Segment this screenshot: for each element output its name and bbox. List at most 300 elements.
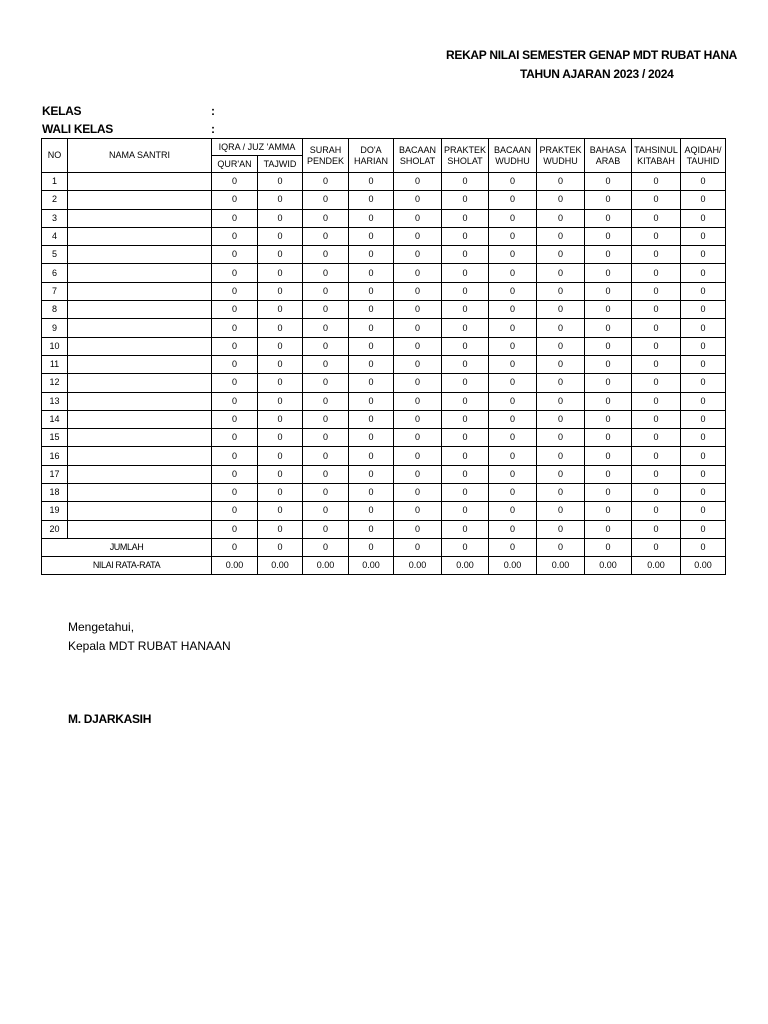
header-tajwid: TAJWID: [258, 156, 303, 173]
student-name-cell: [68, 301, 212, 319]
score-cell: 0: [212, 410, 258, 428]
score-cell: 0: [632, 319, 681, 337]
score-cell: 0: [632, 301, 681, 319]
jumlah-cell: 0: [489, 538, 537, 556]
row-number: 5: [42, 246, 68, 264]
row-number: 20: [42, 520, 68, 538]
score-cell: 0: [681, 429, 726, 447]
score-cell: 0: [394, 173, 442, 191]
score-cell: 0: [442, 374, 489, 392]
row-number: 11: [42, 355, 68, 373]
score-cell: 0: [681, 282, 726, 300]
score-cell: 0: [303, 465, 349, 483]
score-cell: 0: [537, 502, 585, 520]
score-cell: 0: [489, 246, 537, 264]
score-cell: 0: [349, 301, 394, 319]
score-cell: 0: [394, 447, 442, 465]
student-row: [42, 227, 726, 245]
score-cell: 0: [258, 520, 303, 538]
row-number: 17: [42, 465, 68, 483]
score-cell: 0: [632, 484, 681, 502]
rata-cell: 0.00: [258, 556, 303, 574]
score-cell: 0: [212, 227, 258, 245]
jumlah-cell: 0: [394, 538, 442, 556]
score-cell: 0: [258, 447, 303, 465]
score-cell: 0: [537, 191, 585, 209]
score-cell: 0: [303, 374, 349, 392]
wali-kelas-colon: :: [211, 122, 215, 136]
score-cell: 0: [489, 392, 537, 410]
jumlah-cell: 0: [632, 538, 681, 556]
score-cell: 0: [258, 465, 303, 483]
signature-mengetahui: Mengetahui,: [68, 620, 135, 634]
score-cell: 0: [489, 502, 537, 520]
row-number: 19: [42, 502, 68, 520]
row-number: 18: [42, 484, 68, 502]
score-cell: 0: [681, 374, 726, 392]
score-cell: 0: [681, 465, 726, 483]
score-cell: 0: [394, 209, 442, 227]
score-cell: 0: [537, 374, 585, 392]
row-number: 6: [42, 264, 68, 282]
score-cell: 0: [585, 410, 632, 428]
score-cell: 0: [585, 319, 632, 337]
score-cell: 0: [303, 447, 349, 465]
score-cell: 0: [303, 173, 349, 191]
score-cell: 0: [632, 429, 681, 447]
score-cell: 0: [394, 191, 442, 209]
score-cell: 0: [585, 301, 632, 319]
score-cell: 0: [681, 355, 726, 373]
score-cell: 0: [442, 301, 489, 319]
score-cell: 0: [258, 502, 303, 520]
score-cell: 0: [442, 227, 489, 245]
score-cell: 0: [489, 429, 537, 447]
score-cell: 0: [394, 301, 442, 319]
score-cell: 0: [349, 465, 394, 483]
score-cell: 0: [537, 447, 585, 465]
score-cell: 0: [442, 319, 489, 337]
student-name-cell: [68, 319, 212, 337]
student-name-cell: [68, 282, 212, 300]
score-cell: 0: [489, 410, 537, 428]
score-cell: 0: [212, 191, 258, 209]
score-cell: 0: [442, 465, 489, 483]
score-cell: 0: [394, 355, 442, 373]
student-name-cell: [68, 264, 212, 282]
student-name-cell: [68, 337, 212, 355]
score-cell: 0: [585, 355, 632, 373]
row-number: 9: [42, 319, 68, 337]
header-subject: AQIDAH/ TAUHID: [681, 139, 726, 173]
score-cell: 0: [442, 191, 489, 209]
rata-cell: 0.00: [489, 556, 537, 574]
header-subject: DO'A HARIAN: [349, 139, 394, 173]
score-cell: 0: [442, 282, 489, 300]
row-number: 4: [42, 227, 68, 245]
row-number: 13: [42, 392, 68, 410]
score-cell: 0: [212, 301, 258, 319]
jumlah-cell: 0: [303, 538, 349, 556]
score-cell: 0: [394, 319, 442, 337]
score-cell: 0: [585, 465, 632, 483]
student-row: [42, 355, 726, 373]
nilai-rata-rata-row: [42, 556, 726, 574]
student-row: [42, 246, 726, 264]
header-subject: TAHSINUL KITABAH: [632, 139, 681, 173]
score-cell: 0: [537, 173, 585, 191]
score-cell: 0: [349, 173, 394, 191]
score-cell: 0: [632, 246, 681, 264]
score-cell: 0: [442, 520, 489, 538]
student-name-cell: [68, 209, 212, 227]
rata-cell: 0.00: [442, 556, 489, 574]
score-cell: 0: [442, 392, 489, 410]
score-cell: 0: [394, 520, 442, 538]
nilai-rata-rata-label: NILAI RATA-RATA: [42, 556, 212, 574]
rata-cell: 0.00: [537, 556, 585, 574]
score-cell: 0: [537, 355, 585, 373]
score-cell: 0: [489, 484, 537, 502]
rata-cell: 0.00: [585, 556, 632, 574]
header-subject: PRAKTEK WUDHU: [537, 139, 585, 173]
score-cell: 0: [258, 429, 303, 447]
student-row: [42, 502, 726, 520]
score-cell: 0: [585, 227, 632, 245]
jumlah-label: JUMLAH: [42, 538, 212, 556]
student-row: [42, 465, 726, 483]
student-row: [42, 520, 726, 538]
score-cell: 0: [442, 209, 489, 227]
score-cell: 0: [212, 484, 258, 502]
student-row: [42, 392, 726, 410]
score-cell: 0: [212, 246, 258, 264]
student-name-cell: [68, 429, 212, 447]
score-cell: 0: [537, 410, 585, 428]
student-name-cell: [68, 246, 212, 264]
row-number: 7: [42, 282, 68, 300]
score-cell: 0: [681, 520, 726, 538]
student-name-cell: [68, 502, 212, 520]
score-cell: 0: [632, 502, 681, 520]
score-cell: 0: [349, 429, 394, 447]
score-cell: 0: [632, 410, 681, 428]
score-cell: 0: [258, 484, 303, 502]
jumlah-cell: 0: [258, 538, 303, 556]
score-cell: 0: [349, 502, 394, 520]
score-cell: 0: [537, 227, 585, 245]
score-cell: 0: [442, 173, 489, 191]
score-cell: 0: [258, 282, 303, 300]
score-cell: 0: [303, 484, 349, 502]
student-row: [42, 301, 726, 319]
score-cell: 0: [394, 227, 442, 245]
score-cell: 0: [537, 520, 585, 538]
score-cell: 0: [212, 355, 258, 373]
student-name-cell: [68, 355, 212, 373]
score-cell: 0: [349, 246, 394, 264]
score-cell: 0: [632, 465, 681, 483]
score-cell: 0: [681, 447, 726, 465]
row-number: 12: [42, 374, 68, 392]
score-cell: 0: [632, 374, 681, 392]
score-cell: 0: [585, 502, 632, 520]
score-cell: 0: [632, 520, 681, 538]
grade-table: [41, 138, 726, 575]
score-cell: 0: [442, 447, 489, 465]
score-cell: 0: [632, 392, 681, 410]
score-cell: 0: [303, 355, 349, 373]
score-cell: 0: [349, 355, 394, 373]
score-cell: 0: [585, 520, 632, 538]
score-cell: 0: [681, 502, 726, 520]
score-cell: 0: [394, 429, 442, 447]
score-cell: 0: [349, 209, 394, 227]
score-cell: 0: [632, 282, 681, 300]
score-cell: 0: [394, 465, 442, 483]
student-name-cell: [68, 465, 212, 483]
score-cell: 0: [537, 429, 585, 447]
student-name-cell: [68, 392, 212, 410]
student-row: [42, 337, 726, 355]
row-number: 14: [42, 410, 68, 428]
jumlah-cell: 0: [537, 538, 585, 556]
document-subtitle: TAHUN AJARAN 2023 / 2024: [520, 67, 674, 81]
jumlah-row: [42, 538, 726, 556]
student-name-cell: [68, 447, 212, 465]
score-cell: 0: [349, 282, 394, 300]
score-cell: 0: [303, 520, 349, 538]
score-cell: 0: [537, 282, 585, 300]
score-cell: 0: [349, 191, 394, 209]
document-title: REKAP NILAI SEMESTER GENAP MDT RUBAT HANA: [446, 48, 738, 62]
student-name-cell: [68, 227, 212, 245]
jumlah-cell: 0: [442, 538, 489, 556]
score-cell: 0: [632, 191, 681, 209]
score-cell: 0: [258, 173, 303, 191]
score-cell: 0: [303, 429, 349, 447]
score-cell: 0: [258, 209, 303, 227]
score-cell: 0: [212, 429, 258, 447]
score-cell: 0: [349, 484, 394, 502]
student-row: [42, 410, 726, 428]
score-cell: 0: [489, 465, 537, 483]
score-cell: 0: [585, 173, 632, 191]
student-row: [42, 447, 726, 465]
score-cell: 0: [258, 337, 303, 355]
student-name-cell: [68, 374, 212, 392]
score-cell: 0: [303, 319, 349, 337]
score-cell: 0: [212, 502, 258, 520]
score-cell: 0: [349, 447, 394, 465]
row-number: 15: [42, 429, 68, 447]
student-row: [42, 429, 726, 447]
score-cell: 0: [258, 410, 303, 428]
score-cell: 0: [212, 392, 258, 410]
score-cell: 0: [681, 337, 726, 355]
score-cell: 0: [537, 337, 585, 355]
score-cell: 0: [681, 227, 726, 245]
score-cell: 0: [585, 374, 632, 392]
score-cell: 0: [489, 209, 537, 227]
score-cell: 0: [212, 264, 258, 282]
score-cell: 0: [442, 410, 489, 428]
score-cell: 0: [585, 392, 632, 410]
rata-cell: 0.00: [349, 556, 394, 574]
jumlah-cell: 0: [681, 538, 726, 556]
score-cell: 0: [349, 520, 394, 538]
score-cell: 0: [258, 264, 303, 282]
signature-title: Kepala MDT RUBAT HANAAN: [68, 639, 231, 653]
score-cell: 0: [303, 227, 349, 245]
score-cell: 0: [489, 173, 537, 191]
row-number: 8: [42, 301, 68, 319]
header-subject: BACAAN SHOLAT: [394, 139, 442, 173]
score-cell: 0: [585, 337, 632, 355]
row-number: 16: [42, 447, 68, 465]
score-cell: 0: [537, 264, 585, 282]
score-cell: 0: [489, 374, 537, 392]
score-cell: 0: [212, 337, 258, 355]
student-name-cell: [68, 191, 212, 209]
score-cell: 0: [585, 484, 632, 502]
score-cell: 0: [349, 227, 394, 245]
student-row: [42, 374, 726, 392]
score-cell: 0: [349, 337, 394, 355]
score-cell: 0: [632, 447, 681, 465]
score-cell: 0: [681, 410, 726, 428]
score-cell: 0: [394, 246, 442, 264]
score-cell: 0: [632, 264, 681, 282]
row-number: 3: [42, 209, 68, 227]
score-cell: 0: [537, 209, 585, 227]
score-cell: 0: [681, 191, 726, 209]
score-cell: 0: [349, 392, 394, 410]
rata-cell: 0.00: [632, 556, 681, 574]
score-cell: 0: [442, 355, 489, 373]
score-cell: 0: [394, 484, 442, 502]
score-cell: 0: [212, 465, 258, 483]
score-cell: 0: [681, 209, 726, 227]
score-cell: 0: [394, 337, 442, 355]
score-cell: 0: [585, 264, 632, 282]
header-nama-santri: NAMA SANTRI: [68, 139, 212, 173]
score-cell: 0: [489, 319, 537, 337]
student-name-cell: [68, 173, 212, 191]
header-subject: BAHASA ARAB: [585, 139, 632, 173]
header-subject: SURAH PENDEK: [303, 139, 349, 173]
score-cell: 0: [394, 392, 442, 410]
header-no: NO: [42, 139, 68, 173]
score-cell: 0: [258, 319, 303, 337]
score-cell: 0: [537, 465, 585, 483]
student-row: [42, 264, 726, 282]
score-cell: 0: [489, 301, 537, 319]
score-cell: 0: [681, 392, 726, 410]
score-cell: 0: [632, 337, 681, 355]
score-cell: 0: [258, 246, 303, 264]
score-cell: 0: [585, 209, 632, 227]
score-cell: 0: [585, 191, 632, 209]
score-cell: 0: [303, 264, 349, 282]
score-cell: 0: [303, 337, 349, 355]
score-cell: 0: [258, 355, 303, 373]
score-cell: 0: [489, 447, 537, 465]
score-cell: 0: [258, 191, 303, 209]
score-cell: 0: [489, 355, 537, 373]
header-subject: PRAKTEK SHOLAT: [442, 139, 489, 173]
score-cell: 0: [681, 246, 726, 264]
score-cell: 0: [681, 484, 726, 502]
header-iqra-group: IQRA / JUZ 'AMMA: [212, 139, 303, 156]
score-cell: 0: [212, 282, 258, 300]
score-cell: 0: [442, 264, 489, 282]
score-cell: 0: [537, 392, 585, 410]
score-cell: 0: [489, 191, 537, 209]
header-quran: QUR'AN: [212, 156, 258, 173]
score-cell: 0: [258, 227, 303, 245]
student-name-cell: [68, 520, 212, 538]
score-cell: 0: [585, 447, 632, 465]
score-cell: 0: [681, 301, 726, 319]
score-cell: 0: [585, 246, 632, 264]
score-cell: 0: [489, 227, 537, 245]
score-cell: 0: [258, 374, 303, 392]
student-row: [42, 209, 726, 227]
score-cell: 0: [258, 301, 303, 319]
score-cell: 0: [349, 319, 394, 337]
score-cell: 0: [212, 209, 258, 227]
score-cell: 0: [303, 502, 349, 520]
student-name-cell: [68, 484, 212, 502]
score-cell: 0: [349, 374, 394, 392]
score-cell: 0: [489, 520, 537, 538]
kelas-label: KELAS: [42, 104, 82, 118]
score-cell: 0: [442, 246, 489, 264]
score-cell: 0: [394, 410, 442, 428]
student-row: [42, 191, 726, 209]
student-row: [42, 282, 726, 300]
score-cell: 0: [212, 319, 258, 337]
row-number: 1: [42, 173, 68, 191]
score-cell: 0: [303, 246, 349, 264]
score-cell: 0: [303, 392, 349, 410]
score-cell: 0: [303, 209, 349, 227]
score-cell: 0: [681, 264, 726, 282]
score-cell: 0: [394, 282, 442, 300]
score-cell: 0: [632, 227, 681, 245]
jumlah-cell: 0: [349, 538, 394, 556]
score-cell: 0: [632, 209, 681, 227]
score-cell: 0: [442, 429, 489, 447]
score-cell: 0: [632, 173, 681, 191]
score-cell: 0: [303, 301, 349, 319]
score-cell: 0: [212, 173, 258, 191]
score-cell: 0: [489, 264, 537, 282]
score-cell: 0: [349, 264, 394, 282]
rata-cell: 0.00: [212, 556, 258, 574]
score-cell: 0: [258, 392, 303, 410]
score-cell: 0: [537, 484, 585, 502]
row-number: 10: [42, 337, 68, 355]
rata-cell: 0.00: [303, 556, 349, 574]
score-cell: 0: [442, 337, 489, 355]
score-cell: 0: [394, 502, 442, 520]
score-cell: 0: [394, 264, 442, 282]
score-cell: 0: [303, 410, 349, 428]
signature-name: M. DJARKASIH: [68, 712, 152, 726]
score-cell: 0: [537, 301, 585, 319]
